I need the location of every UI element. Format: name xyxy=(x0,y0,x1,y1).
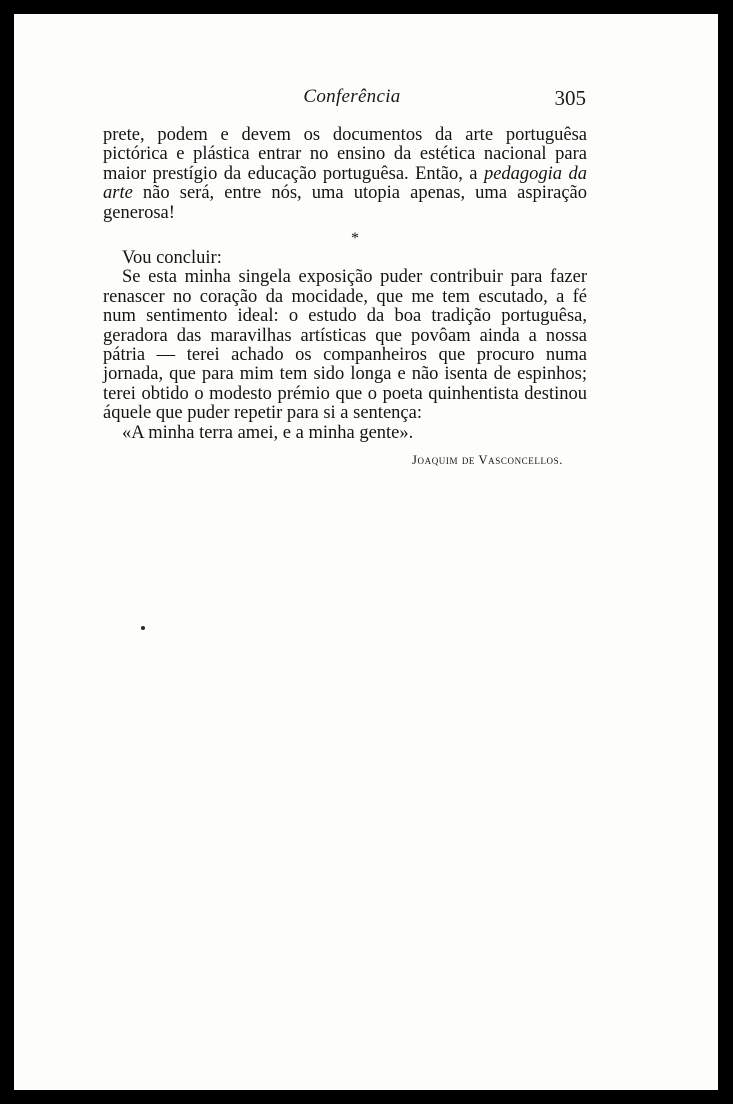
author-signature: Joaquim de Vasconcellos. xyxy=(412,453,563,468)
paragraph-text-end: não será, entre nós, uma utopia apenas, uma aspiração generosa! xyxy=(103,183,587,223)
page-body xyxy=(103,126,587,471)
running-title: Conferência xyxy=(303,86,401,107)
print-speck xyxy=(141,626,145,630)
paragraph-text: prete, podem e devem os documentos da arte portuguêsa pictórica e plástica entrar no ensino da estética nacional para maior prestígio da educação portuguêsa. Então, a xyxy=(103,125,587,184)
page-number: 305 xyxy=(554,86,586,110)
paragraph-continuation xyxy=(103,126,587,223)
paragraph-conclusion: Se esta minha singela exposição puder contribuir para fazer renascer no coração da mocidade, que me tem escutado, a fé num sentimento ideal: o estudo da boa tradição portuguêsa, geradora das maravilhas artísticas que povôam ainda a nossa pátria — terei achado os companheiros que procuro numa jornada, que para mim tem sido longa e não isenta de espinhos; terei obtido o modesto prémio que o poeta quinhentista destinou áquele que puder repetir para si a sentença: xyxy=(103,267,587,424)
paragraph-conclusion-intro: Vou concluir: xyxy=(122,248,222,269)
running-header xyxy=(14,86,718,116)
book-page xyxy=(14,14,718,1090)
emphasized-term: pedagogia da arte xyxy=(103,163,587,204)
closing-quote: «A minha terra amei, e a minha gente». xyxy=(122,422,414,443)
section-separator: * xyxy=(351,230,359,248)
